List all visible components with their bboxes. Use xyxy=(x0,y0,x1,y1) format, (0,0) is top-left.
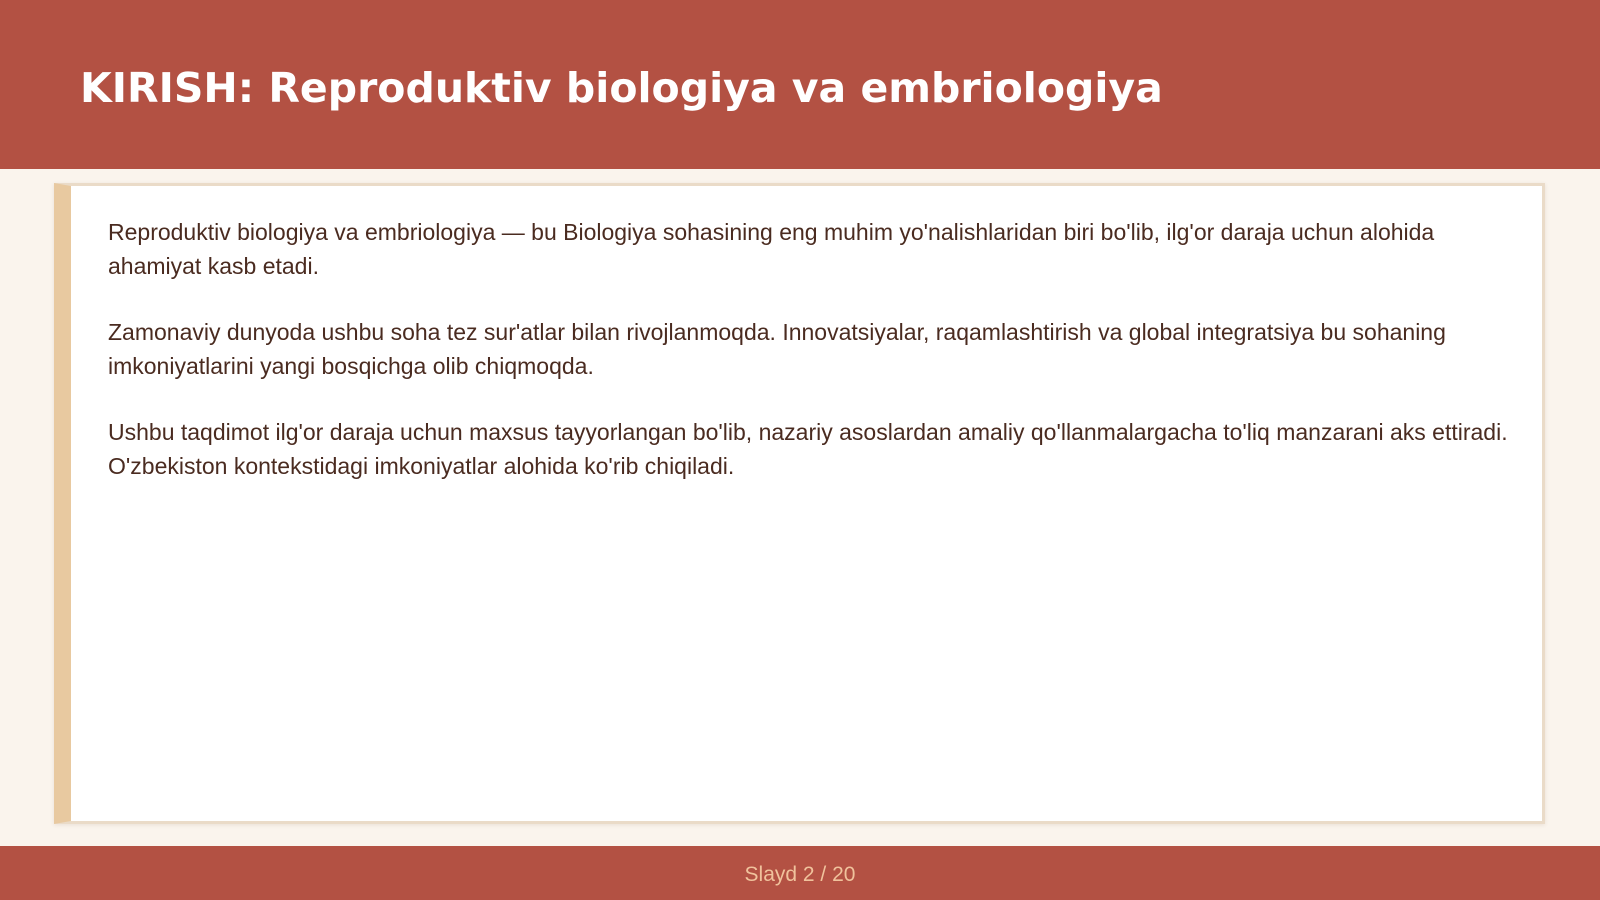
slide-title: KIRISH: Reproduktiv biologiya va embriologiya xyxy=(80,64,1163,112)
slide-header xyxy=(0,0,1600,169)
intro-paragraph-2: Zamonaviy dunyoda ushbu soha tez sur'atlar bilan rivojlanmoqda. Innovatsiyalar, raqamlashtirish va global integratsiya bu sohaning imkoniyatlarini yangi bosqichga olib chiqmoqda. xyxy=(108,319,1446,379)
slide-counter: Slayd 2 / 20 xyxy=(744,863,856,886)
content-card xyxy=(54,183,1545,824)
intro-paragraph-3: Ushbu taqdimot ilg'or daraja uchun maxsus tayyorlangan bo'lib, nazariy asoslardan amaliy qo'llanmalargacha to'liq manzarani aks ettiradi. O'zbekiston kontekstidagi imkoniyatlar alohida ko'rib chiqiladi. xyxy=(108,419,1508,479)
intro-paragraph-1: Reproduktiv biologiya va embriologiya — bu Biologiya sohasining eng muhim yo'nalishlaridan biri bo'lib, ilg'or daraja uchun alohida ahamiyat kasb etadi. xyxy=(108,219,1435,279)
slide-footer xyxy=(0,846,1600,900)
